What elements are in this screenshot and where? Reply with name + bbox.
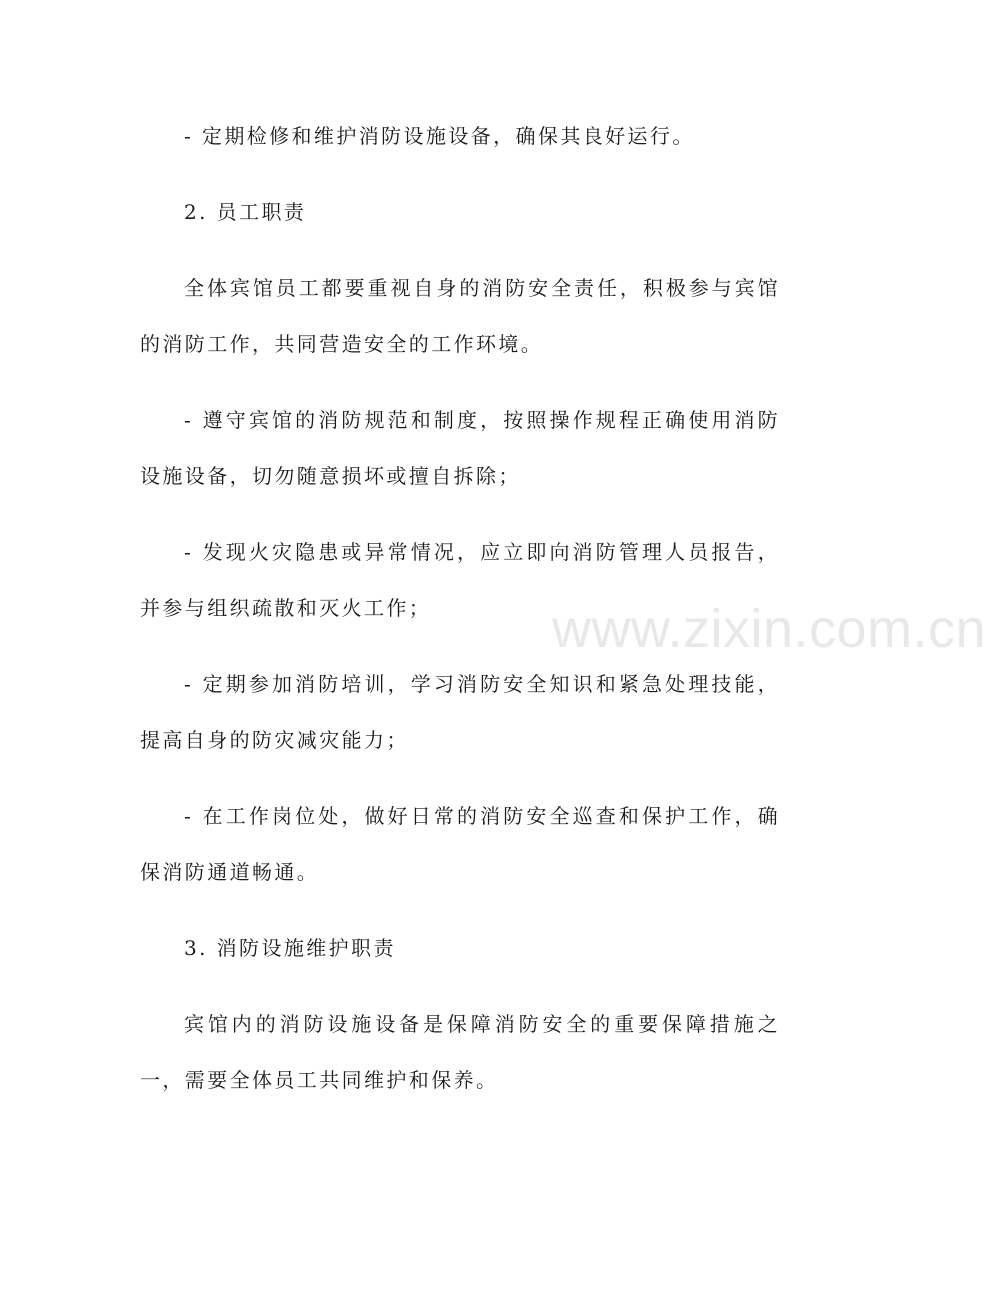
paragraph-employee-intro: 全体宾馆员工都要重视自身的消防安全责任，积极参与宾馆的消防工作，共同营造安全的工作环境。: [140, 276, 780, 356]
section-heading-employee-duties: 2. 员工职责: [184, 200, 307, 224]
watermark: www.zixin.com.cn: [552, 599, 986, 659]
paragraph-facility-intro: 宾馆内的消防设施设备是保障消防安全的重要保障措施之一，需要全体员工共同维护和保养。: [140, 1012, 780, 1092]
paragraph-maintenance-item: - 定期检修和维护消防设施设备，确保其良好运行。: [184, 124, 695, 148]
paragraph-report-hazards: - 发现火灾隐患或异常情况，应立即向消防管理人员报告，并参与组织疏散和灭火工作；: [140, 540, 780, 620]
section-heading-facility-maintenance: 3. 消防设施维护职责: [184, 936, 396, 960]
paragraph-daily-patrol: - 在工作岗位处，做好日常的消防安全巡查和保护工作，确保消防通道畅通。: [140, 804, 780, 884]
paragraph-comply-rules: - 遵守宾馆的消防规范和制度，按照操作规程正确使用消防设施设备，切勿随意损坏或擅自拆除；: [140, 408, 780, 488]
paragraph-attend-training: - 定期参加消防培训，学习消防安全知识和紧急处理技能，提高自身的防灾减灾能力；: [140, 672, 780, 752]
